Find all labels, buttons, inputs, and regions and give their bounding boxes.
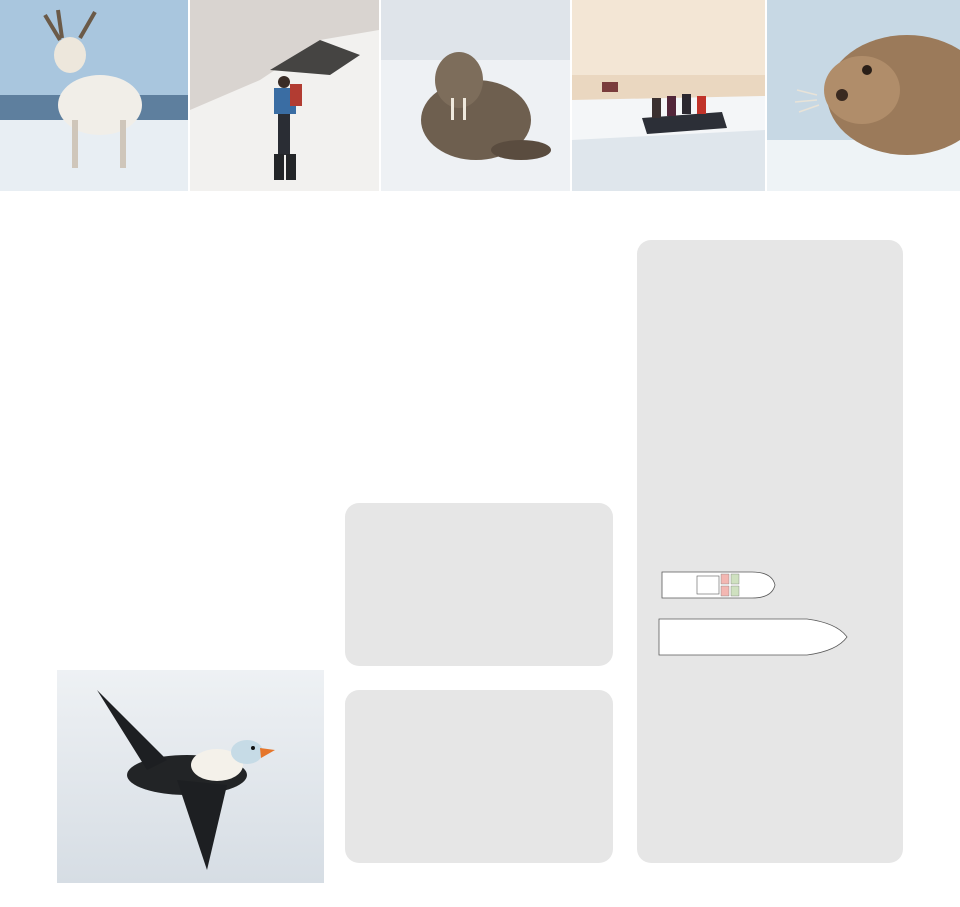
- photo-seal: [767, 0, 960, 191]
- snoskor-box: [345, 503, 613, 666]
- deck3-plan: [657, 615, 887, 659]
- cabin-406: [721, 574, 729, 584]
- price-table: [659, 667, 881, 673]
- landskap-box: [345, 690, 613, 863]
- cabin-403: [731, 586, 739, 596]
- cabin-404: [731, 574, 739, 584]
- photo-hiker: [190, 0, 379, 191]
- deck4-plan: [657, 566, 887, 604]
- photo-king-eider: [57, 670, 324, 883]
- photo-walrus: [381, 0, 570, 191]
- photo-reindeer: [0, 0, 188, 191]
- datum-priser-panel: [637, 240, 903, 863]
- cabin-405: [721, 586, 729, 596]
- photo-zodiac: [572, 0, 765, 191]
- article-column-2: [345, 235, 615, 245]
